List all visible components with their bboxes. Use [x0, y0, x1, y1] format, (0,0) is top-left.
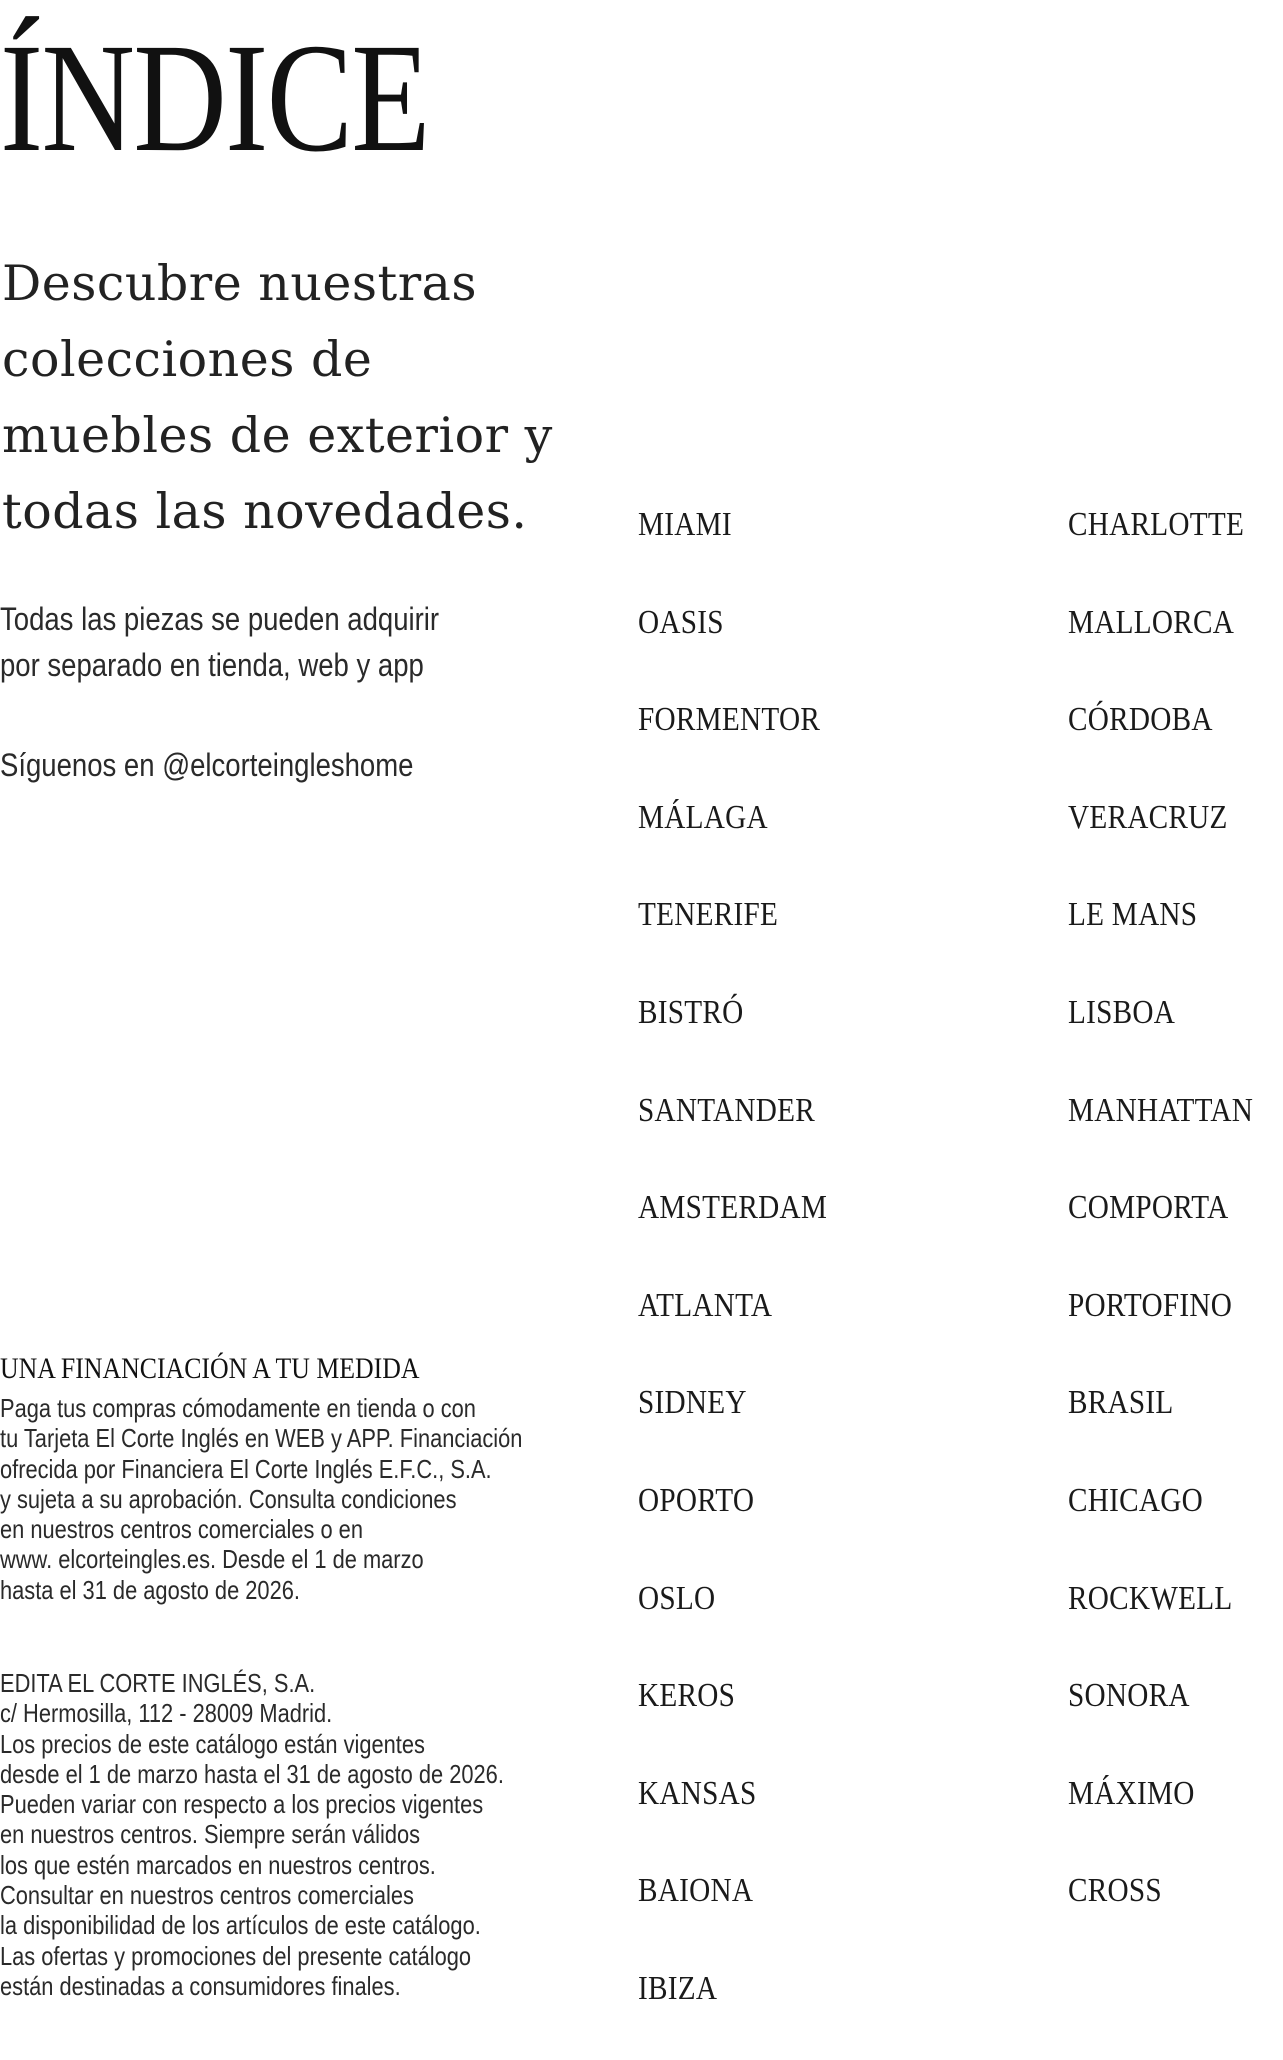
publisher-line: en nuestros centros. Siempre serán válidos [0, 1819, 421, 1850]
financing-line: y sujeta a su aprobación. Consulta condiciones [0, 1483, 457, 1514]
collection-item: CÓRDOBA [1068, 701, 1213, 739]
collection-list-left [638, 498, 858, 2060]
collection-item: BRASIL [1068, 1384, 1174, 1422]
collection-item: OASIS [638, 603, 724, 641]
collection-item: IBIZA [638, 1969, 718, 2007]
financing-line: en nuestros centros comerciales o en [0, 1514, 363, 1545]
collection-item: AMSTERDAM [638, 1189, 828, 1227]
collection-item: BISTRÓ [638, 993, 744, 1031]
collection-item: VERACRUZ [1068, 798, 1228, 836]
collection-item: CHARLOTTE [1068, 506, 1245, 543]
collection-item: MANHATTAN [1068, 1091, 1254, 1129]
publisher-line: los que estén marcados en nuestros centros. [0, 1849, 436, 1880]
publisher-line: Los precios de este catálogo están vigentes [0, 1728, 425, 1759]
collection-item: FORMENTOR [638, 701, 821, 739]
financing-line: hasta el 31 de agosto de 2026. [0, 1574, 300, 1605]
collection-item: ROCKWELL [1068, 1579, 1233, 1617]
collection-item: LE MANS [1068, 896, 1198, 934]
collection-item: MÁXIMO [1068, 1774, 1195, 1812]
collection-item: MIAMI [638, 506, 732, 543]
publisher-line: la disponibilidad de los artículos de este catálogo. [0, 1910, 481, 1941]
publisher-line: Las ofertas y promociones del presente catálogo [0, 1940, 472, 1971]
financing-heading: UNA FINANCIACIÓN A TU MEDIDA [0, 1352, 420, 1385]
collection-item: SANTANDER [638, 1091, 816, 1129]
collection-item: COMPORTA [1068, 1189, 1229, 1227]
availability-line-2: por separado en tienda, web y app [0, 647, 424, 683]
publisher-line: Pueden variar con respecto a los precios vigentes [0, 1789, 484, 1820]
financing-line: ofrecida por Financiera El Corte Inglés E.F.C., S.A. [0, 1453, 492, 1484]
collection-item: MÁLAGA [638, 798, 768, 836]
publisher-line: desde el 1 de marzo hasta el 31 de agosto de 2026. [0, 1758, 504, 1789]
financing-line: tu Tarjeta El Corte Inglés en WEB y APP. Financiación [0, 1423, 523, 1454]
publisher-line: c/ Hermosilla, 112 - 28009 Madrid. [0, 1698, 333, 1729]
page-title: ÍNDICE [0, 11, 429, 184]
collection-item: MALLORCA [1068, 603, 1235, 641]
collection-item: TENERIFE [638, 896, 779, 934]
collection-item: CHICAGO [1068, 1481, 1204, 1519]
collection-item: SONORA [1068, 1677, 1190, 1715]
publisher-line: Consultar en nuestros centros comerciales [0, 1880, 414, 1911]
collection-item: SIDNEY [638, 1384, 747, 1422]
collection-item: OSLO [638, 1579, 716, 1617]
collection-item: ATLANTA [638, 1286, 773, 1324]
collection-item: PORTOFINO [1068, 1286, 1233, 1324]
collection-item: KEROS [638, 1677, 736, 1715]
publisher-line: están destinadas a consumidores finales. [0, 1970, 401, 2001]
intro-tagline: Descubre nuestras colecciones de muebles de exterior y todas las novedades. [2, 255, 553, 540]
collection-item: LISBOA [1068, 993, 1176, 1031]
financing-text [0, 1393, 522, 1605]
collection-item: CROSS [1068, 1872, 1162, 1910]
social-follow-text: Síguenos en @elcorteingleshome [0, 747, 414, 783]
availability-note [0, 596, 447, 688]
collection-item: BAIONA [638, 1872, 754, 1910]
financing-line: Paga tus compras cómodamente en tienda o con [0, 1393, 476, 1423]
collection-item: KANSAS [638, 1774, 757, 1812]
publisher-legal-text [0, 1668, 504, 2001]
financing-line: www. elcorteingles.es. Desde el 1 de marzo [0, 1544, 424, 1575]
availability-line-1: Todas las piezas se pueden adquirir [0, 601, 440, 637]
collection-item: OPORTO [638, 1481, 755, 1519]
collection-list-right [1068, 498, 1283, 1962]
publisher-line: EDITA EL CORTE INGLÉS, S.A. [0, 1668, 316, 1698]
